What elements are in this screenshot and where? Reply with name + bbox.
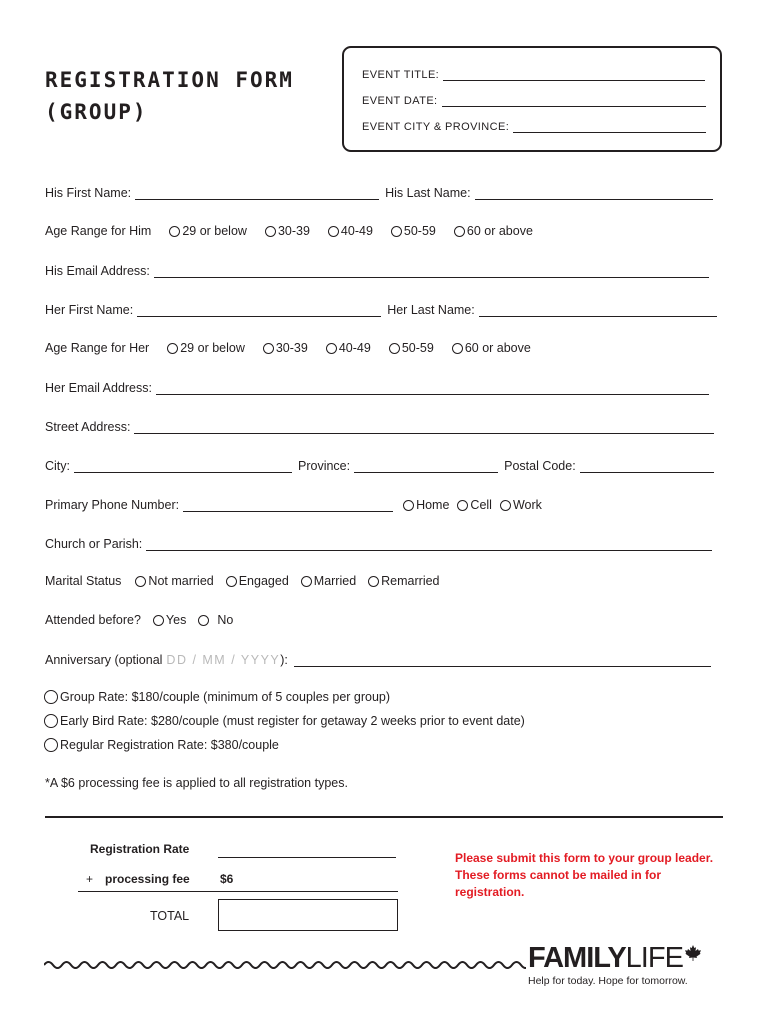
option-label: Yes xyxy=(165,613,187,627)
radio-icon[interactable] xyxy=(198,615,209,626)
total-field[interactable] xyxy=(218,899,398,931)
radio-icon[interactable] xyxy=(500,500,511,511)
marital-label: Marital Status xyxy=(45,574,122,588)
radio-icon[interactable] xyxy=(44,714,58,728)
attended-option[interactable] xyxy=(153,613,186,627)
church-label: Church or Parish: xyxy=(45,537,143,551)
anniversary-row xyxy=(45,652,711,667)
radio-icon[interactable] xyxy=(263,343,274,354)
event-title-field[interactable] xyxy=(443,68,705,81)
option-label: 40-49 xyxy=(340,224,373,238)
marital-option[interactable] xyxy=(368,574,439,588)
option-label: 60 or above xyxy=(464,341,531,355)
street-field[interactable] xyxy=(134,419,714,434)
anniversary-label: Anniversary (optional xyxy=(45,653,163,667)
event-date-label: EVENT DATE: xyxy=(362,95,438,107)
her-age-option[interactable] xyxy=(389,341,434,355)
his-last-name-label: His Last Name: xyxy=(385,186,471,200)
postal-code-field[interactable] xyxy=(580,458,714,473)
city-label: City: xyxy=(45,459,70,473)
his-age-option[interactable] xyxy=(391,224,436,238)
wavy-divider xyxy=(44,958,526,972)
familylife-logo xyxy=(528,943,701,987)
processing-fee-value: $6 xyxy=(220,872,234,886)
province-label: Province: xyxy=(298,459,351,473)
his-email-field[interactable] xyxy=(154,263,709,278)
rate-label: Group Rate: $180/couple (minimum of 5 couples per group) xyxy=(60,690,391,704)
marital-option[interactable] xyxy=(135,574,213,588)
radio-icon[interactable] xyxy=(265,226,276,237)
his-last-name-field[interactable] xyxy=(475,185,713,200)
street-label: Street Address: xyxy=(45,420,131,434)
his-age-option[interactable] xyxy=(454,224,533,238)
rate-option-group[interactable] xyxy=(44,690,390,704)
event-city-label: EVENT CITY & PROVINCE: xyxy=(362,121,510,133)
logo-tagline: Help for today. Hope for tomorrow. xyxy=(528,975,688,987)
option-label: No xyxy=(217,613,234,627)
anniversary-suffix: ): xyxy=(280,653,288,667)
marital-option[interactable] xyxy=(301,574,356,588)
option-label: Engaged xyxy=(238,574,289,588)
option-label: Cell xyxy=(470,498,492,512)
radio-icon[interactable] xyxy=(135,576,146,587)
phone-type-option[interactable] xyxy=(403,498,449,512)
anniversary-format-hint: DD / MM / YYYY xyxy=(166,653,281,667)
her-email-row xyxy=(45,380,709,395)
rate-option-early-bird[interactable] xyxy=(44,714,525,728)
radio-icon[interactable] xyxy=(301,576,312,587)
phone-field[interactable] xyxy=(183,497,393,512)
option-label: 30-39 xyxy=(275,341,308,355)
form-title-line-2: (GROUP) xyxy=(45,100,148,124)
her-age-option[interactable] xyxy=(452,341,531,355)
event-info-box xyxy=(342,46,722,152)
his-age-label: Age Range for Him xyxy=(45,224,152,238)
option-label: Not married xyxy=(148,574,214,588)
marital-option[interactable] xyxy=(226,574,289,588)
attended-option[interactable] xyxy=(198,613,233,627)
form-title-line-1: REGISTRATION FORM xyxy=(45,68,294,92)
attended-row xyxy=(45,613,233,627)
radio-icon[interactable] xyxy=(153,615,164,626)
church-row xyxy=(45,536,712,551)
registration-rate-label: Registration Rate xyxy=(90,842,190,856)
option-label: 30-39 xyxy=(277,224,310,238)
radio-icon[interactable] xyxy=(44,738,58,752)
event-date-field[interactable] xyxy=(442,94,706,107)
her-first-name-label: Her First Name: xyxy=(45,303,134,317)
rate-label: Early Bird Rate: $280/couple (must register for getaway 2 weeks prior to event date) xyxy=(60,714,525,728)
event-date-row xyxy=(362,94,706,107)
his-age-option[interactable] xyxy=(169,224,247,238)
phone-row xyxy=(45,497,542,512)
radio-icon[interactable] xyxy=(169,226,180,237)
rate-label: Regular Registration Rate: $380/couple xyxy=(60,738,279,752)
attended-label: Attended before? xyxy=(45,613,141,627)
submission-notice: Please submit this form to your group leader. These forms cannot be mailed in for registration. xyxy=(455,851,714,899)
her-name-row xyxy=(45,302,717,317)
option-label: 29 or below xyxy=(182,224,247,238)
radio-icon[interactable] xyxy=(403,500,414,511)
his-age-option[interactable] xyxy=(265,224,310,238)
radio-icon[interactable] xyxy=(326,343,337,354)
radio-icon[interactable] xyxy=(44,690,58,704)
event-city-row xyxy=(362,120,706,133)
radio-icon[interactable] xyxy=(328,226,339,237)
logo-family-text: FAMILY xyxy=(528,942,626,974)
processing-fee-label: processing fee xyxy=(105,872,190,886)
his-email-row xyxy=(45,263,709,278)
fee-note: *A $6 processing fee is applied to all registration types. xyxy=(45,776,348,790)
option-label: Home xyxy=(416,498,450,512)
event-title-label: EVENT TITLE: xyxy=(362,69,440,81)
logo-life-text: LIFE xyxy=(625,942,683,974)
option-label: Work xyxy=(512,498,542,512)
option-label: 50-59 xyxy=(401,341,434,355)
phone-type-option[interactable] xyxy=(457,498,492,512)
registration-rate-field[interactable] xyxy=(218,843,396,858)
her-email-field[interactable] xyxy=(156,380,709,395)
his-name-row xyxy=(45,185,713,200)
radio-icon[interactable] xyxy=(368,576,379,587)
radio-icon[interactable] xyxy=(389,343,400,354)
total-label: TOTAL xyxy=(150,909,190,923)
maple-leaf-icon xyxy=(685,945,701,961)
anniversary-field[interactable] xyxy=(294,652,711,667)
his-age-row xyxy=(45,224,533,238)
plus-sign: + xyxy=(86,872,94,886)
phone-label: Primary Phone Number: xyxy=(45,498,180,512)
option-label: Married xyxy=(313,574,357,588)
her-age-row xyxy=(45,341,531,355)
her-age-option[interactable] xyxy=(263,341,308,355)
event-title-row xyxy=(362,68,705,81)
church-field[interactable] xyxy=(146,536,712,551)
option-label: 60 or above xyxy=(466,224,533,238)
street-row xyxy=(45,419,714,434)
his-email-label: His Email Address: xyxy=(45,264,150,278)
marital-row xyxy=(45,574,440,588)
his-age-option[interactable] xyxy=(328,224,373,238)
her-email-label: Her Email Address: xyxy=(45,381,152,395)
her-age-option[interactable] xyxy=(167,341,245,355)
her-first-name-field[interactable] xyxy=(137,302,381,317)
radio-icon[interactable] xyxy=(457,500,468,511)
city-field[interactable] xyxy=(74,458,292,473)
option-label: 40-49 xyxy=(338,341,371,355)
her-age-label: Age Range for Her xyxy=(45,341,150,355)
event-city-field[interactable] xyxy=(513,120,706,133)
form-title xyxy=(45,64,294,128)
her-last-name-field[interactable] xyxy=(479,302,717,317)
radio-icon[interactable] xyxy=(454,226,465,237)
her-age-option[interactable] xyxy=(326,341,371,355)
radio-icon[interactable] xyxy=(452,343,463,354)
his-first-name-field[interactable] xyxy=(135,185,379,200)
section-divider xyxy=(45,816,723,818)
his-first-name-label: His First Name: xyxy=(45,186,132,200)
phone-type-option[interactable] xyxy=(500,498,542,512)
logo-wordmark xyxy=(528,943,683,973)
rate-option-regular[interactable] xyxy=(44,738,279,752)
option-label: 29 or below xyxy=(180,341,245,355)
province-field[interactable] xyxy=(354,458,498,473)
radio-icon[interactable] xyxy=(391,226,402,237)
radio-icon[interactable] xyxy=(167,343,178,354)
option-label: 50-59 xyxy=(403,224,436,238)
radio-icon[interactable] xyxy=(226,576,237,587)
postal-code-label: Postal Code: xyxy=(504,459,576,473)
city-row xyxy=(45,458,714,473)
totals-divider xyxy=(78,891,398,892)
option-label: Remarried xyxy=(381,574,440,588)
her-last-name-label: Her Last Name: xyxy=(387,303,475,317)
